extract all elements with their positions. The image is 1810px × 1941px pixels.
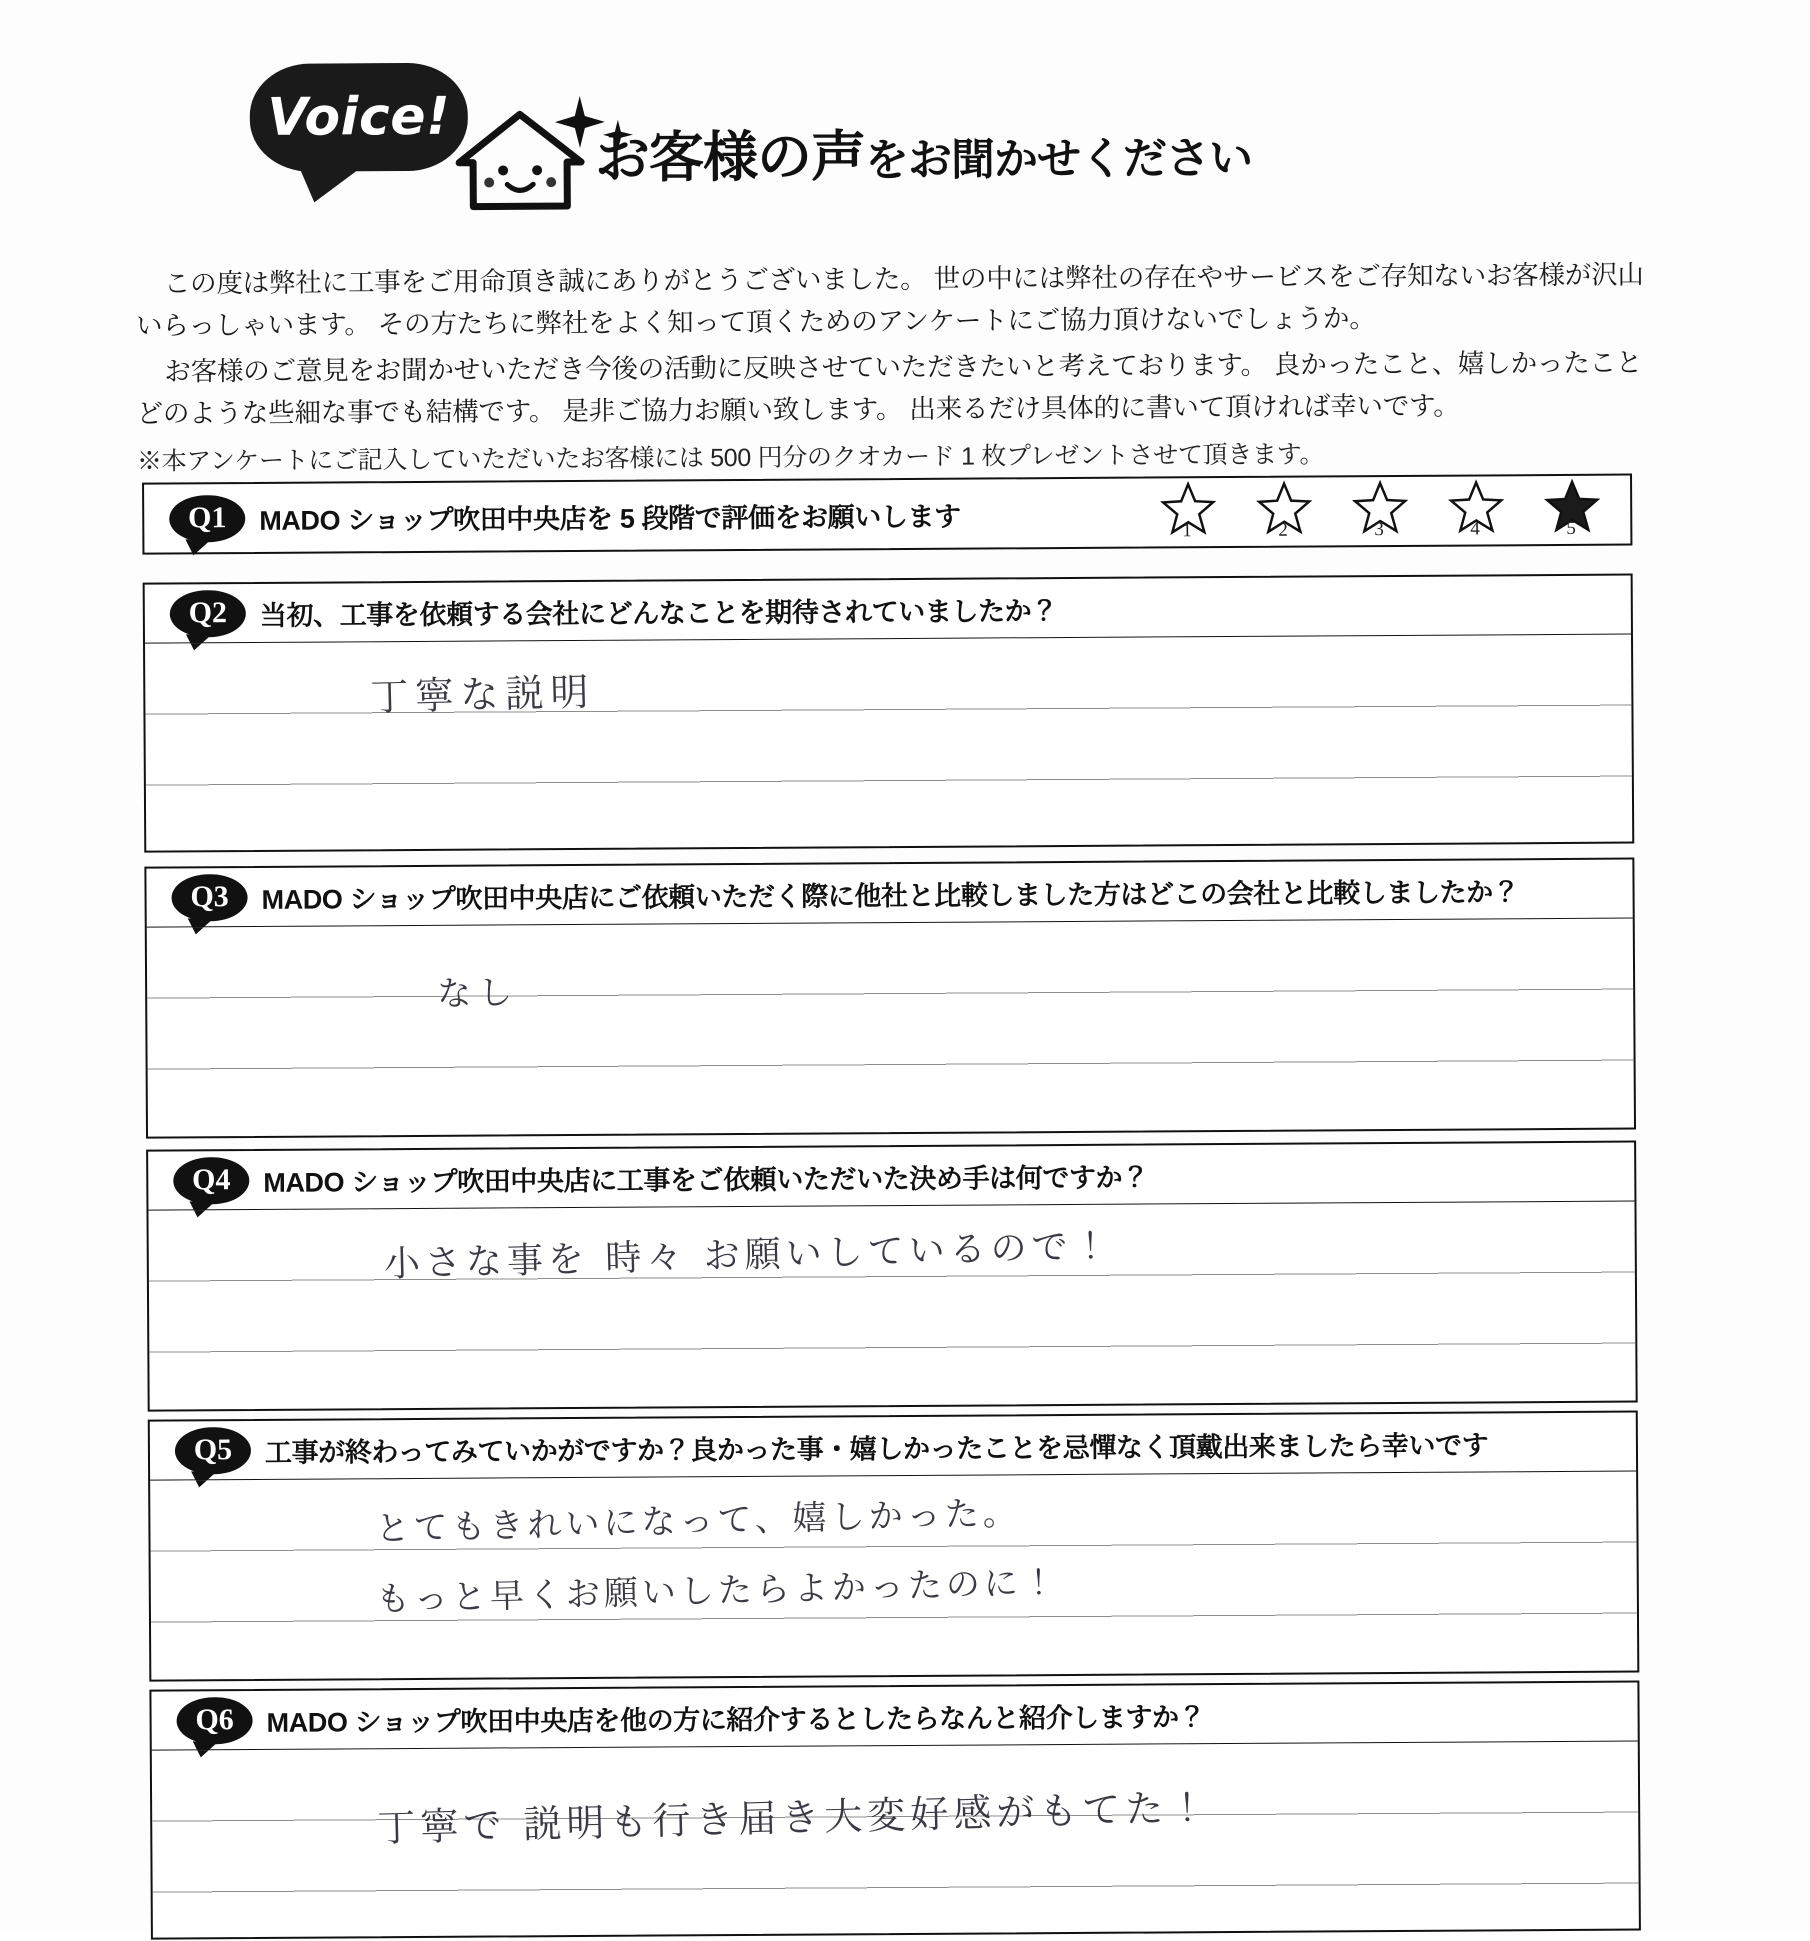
page-title-suffix: をお聞かせください xyxy=(864,133,1253,186)
q3-answer-area[interactable] xyxy=(147,919,1634,1138)
q6-label: MADO ショップ吹田中央店を他の方に紹介するとしたらなんと紹介しますか？ xyxy=(266,1701,1206,1738)
question-block-q5 xyxy=(148,1411,1640,1682)
q3-answer-line-1: なし xyxy=(436,972,520,1015)
q2-label: 当初、工事を依頼する会社にどんなことを期待されていましたか？ xyxy=(259,595,1058,631)
rating-star-2[interactable] xyxy=(1256,480,1312,541)
q2-badge: Q2 xyxy=(170,590,246,637)
q3-header xyxy=(146,860,1632,928)
q1-header xyxy=(144,476,1630,553)
q6-answer-line-1: 丁寧で 説明も行き届き大変好感がもてた！ xyxy=(376,1785,1212,1851)
voice-speech-bubble xyxy=(249,63,468,172)
voice-label: Voice! xyxy=(267,86,451,148)
q5-label: 工事が終わってみていかがですか？良かった事・嬉しかったことを忌憚なく頂戴出来ましたら幸いです xyxy=(264,1429,1489,1468)
q6-answer-area[interactable] xyxy=(152,1742,1639,1939)
q1-badge: Q1 xyxy=(169,495,245,542)
q6-badge: Q6 xyxy=(176,1696,252,1743)
rating-star-3[interactable] xyxy=(1352,479,1408,541)
question-block-q4 xyxy=(146,1141,1638,1412)
rating-star-4-number: 4 xyxy=(1470,518,1480,540)
rating-star-2-number: 2 xyxy=(1278,519,1288,541)
page-title-main: お客様の声 xyxy=(594,125,866,189)
gift-note: ※本アンケートにご記入していただいたお客様には 500 円分のクオカード 1 枚プレゼントさせて頂きます。 xyxy=(136,440,1325,476)
question-block-q1 xyxy=(142,474,1632,555)
q5-answer-line-2: もっと早くお願いしたらよかったのに！ xyxy=(375,1562,1061,1620)
q2-header xyxy=(145,576,1631,644)
rating-star-1[interactable] xyxy=(1160,480,1216,542)
q5-header xyxy=(150,1413,1636,1481)
q4-answer-line-1: 小さな事を 時々 お願いしているので！ xyxy=(383,1225,1115,1286)
intro-text xyxy=(136,253,1657,438)
q4-header xyxy=(148,1143,1634,1211)
rating-star-5-number: 5 xyxy=(1566,517,1576,539)
rating-star-5-selected[interactable] xyxy=(1544,478,1600,539)
q3-badge: Q3 xyxy=(171,874,247,921)
question-block-q2 xyxy=(143,574,1635,853)
q4-badge: Q4 xyxy=(173,1157,249,1204)
q3-label: MADO ショップ吹田中央店にご依頼いただく際に他社と比較しました方はどこの会社と比較しましたか？ xyxy=(261,876,1520,915)
question-block-q6 xyxy=(149,1681,1640,1940)
q2-answer-area[interactable] xyxy=(145,635,1632,852)
rating-star-4[interactable] xyxy=(1448,478,1504,540)
q5-answer-area[interactable] xyxy=(150,1472,1637,1681)
q4-answer-area[interactable] xyxy=(148,1202,1635,1411)
q4-label: MADO ショップ吹田中央店に工事をご依頼いただいた決め手は何ですか？ xyxy=(263,1162,1149,1198)
page-header xyxy=(249,46,1550,214)
q6-header xyxy=(151,1683,1637,1751)
rating-star-3-number: 3 xyxy=(1374,519,1384,541)
rating-star-1-number: 1 xyxy=(1182,520,1192,542)
rating-stars[interactable] xyxy=(1160,478,1600,542)
page-title xyxy=(595,110,1252,193)
intro-paragraph-2: お客様のご意見をお聞かせいただき今後の活動に反映させていただきたいと考えております。 良かったこと、嬉しかったことどのような些細な事でも結構です。 是非ご協力お願い致します。 出来るだけ具体的に書いて頂ければ幸いです。 xyxy=(136,347,1643,429)
q5-answer-line-1: とてもきれいになって、嬉しかった。 xyxy=(375,1493,1022,1550)
intro-paragraph-1: この度は弊社に工事をご用命頂き誠にありがとうございました。 世の中には弊社の存在やサービスをご存知ないお客様が沢山いらっしゃいます。 その方たちに弊社をよく知って頂くためのアンケートにご協力頂けないでしょうか。 xyxy=(135,259,1644,341)
q5-badge: Q5 xyxy=(175,1427,251,1474)
question-block-q3 xyxy=(144,858,1636,1139)
q1-label: MADO ショップ吹田中央店を 5 段階で評価をお願いします xyxy=(259,501,961,536)
q2-answer-line-1: 丁寧な説明 xyxy=(369,669,596,720)
